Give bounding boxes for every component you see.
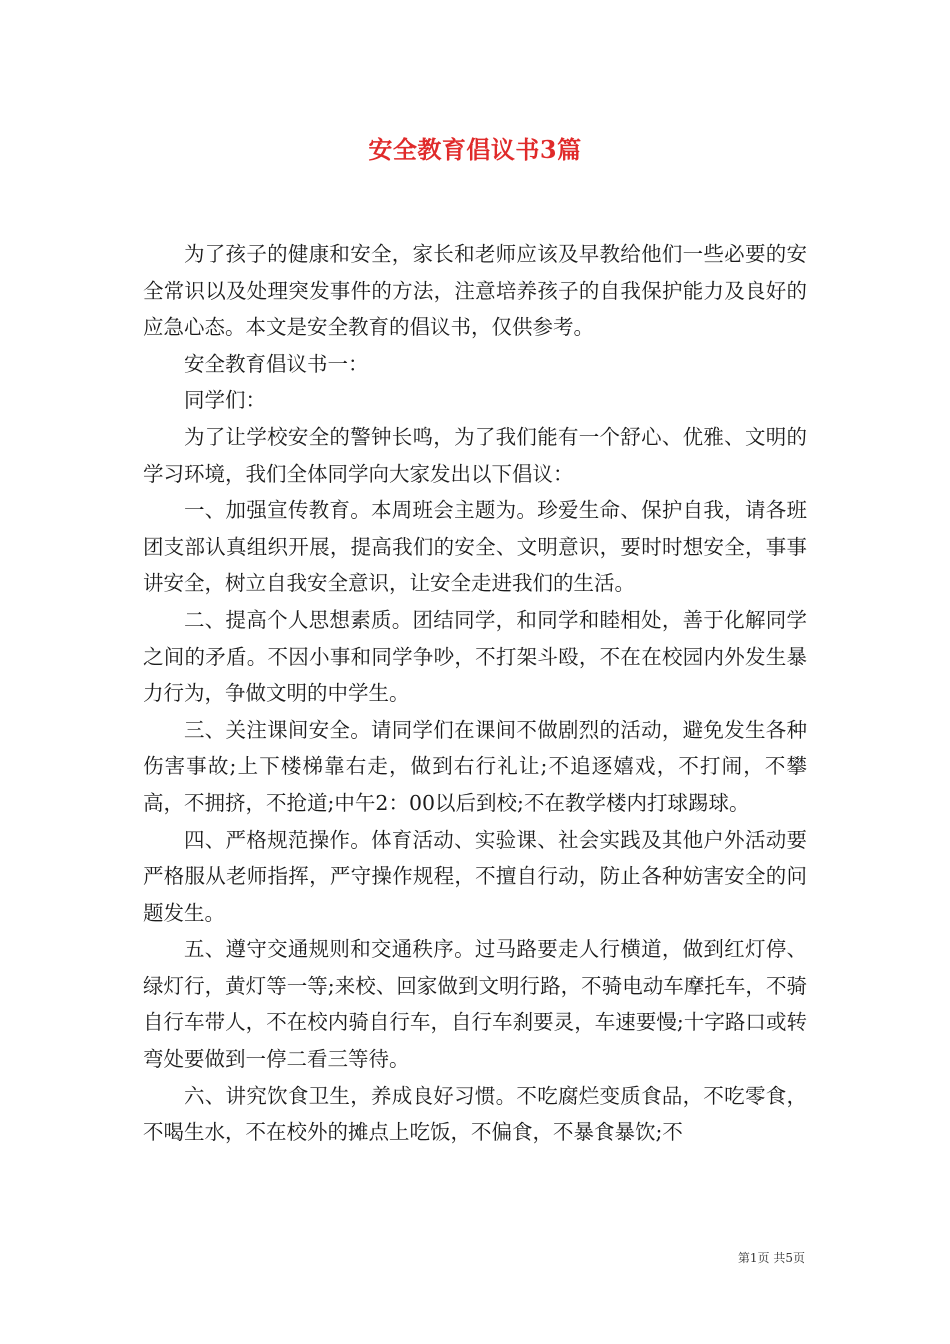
page-number-footer: 第1页 共5页 [737, 1251, 805, 1265]
paragraph-item-2: 二、提高个人思想素质。团结同学，和同学和睦相处，善于化解同学之间的矛盾。不因小事和同学争吵，不打架斗殴，不在在校园内外发生暴力行为，争做文明的中学生。 [143, 607, 807, 706]
document-body [143, 236, 807, 1151]
paragraph-item-1: 一、加强宣传教育。本周班会主题为。珍爱生命、保护自我，请各班团支部认真组织开展，提高我们的安全、文明意识，要时时想安全，事事讲安全，树立自我安全意识，让安全走进我们的生活。 [143, 498, 807, 596]
paragraph-salutation: 同学们： [184, 388, 266, 413]
paragraph-item-6: 六、讲究饮食卫生，养成良好习惯。不吃腐烂变质食品，不吃零食，不喝生水，不在校外的摊点上吃饭，不偏食，不暴食暴饮;不 [143, 1083, 807, 1145]
paragraph-opening: 为了让学校安全的警钟长鸣，为了我们能有一个舒心、优雅、文明的学习环境，我们全体同学向大家发出以下倡议： [143, 424, 807, 486]
paragraph-item-5: 五、遵守交通规则和交通秩序。过马路要走人行横道，做到红灯停、绿灯行，黄灯等一等;来校、回家做到文明行路，不骑电动车摩托车，不骑自行车带人，不在校内骑自行车，自行车刹要灵，车速要慢;十字路口或转弯处要做到一停二看三等待。 [143, 937, 807, 1072]
paragraph-item-3: 三、关注课间安全。请同学们在课间不做剧烈的活动，避免发生各种伤害事故;上下楼梯靠右走，做到右行礼让;不追逐嬉戏，不打闹，不攀高，不拥挤，不抢道;中午2：00以后到校;不在教学楼内打球踢球。 [143, 717, 807, 815]
document-title: 安全教育倡议书3篇 [368, 135, 582, 164]
paragraph-intro: 为了孩子的健康和安全，家长和老师应该及早教给他们一些必要的安全常识以及处理突发事件的方法，注意培养孩子的自我保护能力及良好的应急心态。本文是安全教育的倡议书，仅供参考。 [143, 242, 807, 340]
paragraph-item-4: 四、严格规范操作。体育活动、实验课、社会实践及其他户外活动要严格服从老师指挥，严守操作规程，不擅自行动，防止各种妨害安全的问题发生。 [143, 827, 807, 925]
paragraph-heading-1: 安全教育倡议书一： [184, 351, 369, 376]
